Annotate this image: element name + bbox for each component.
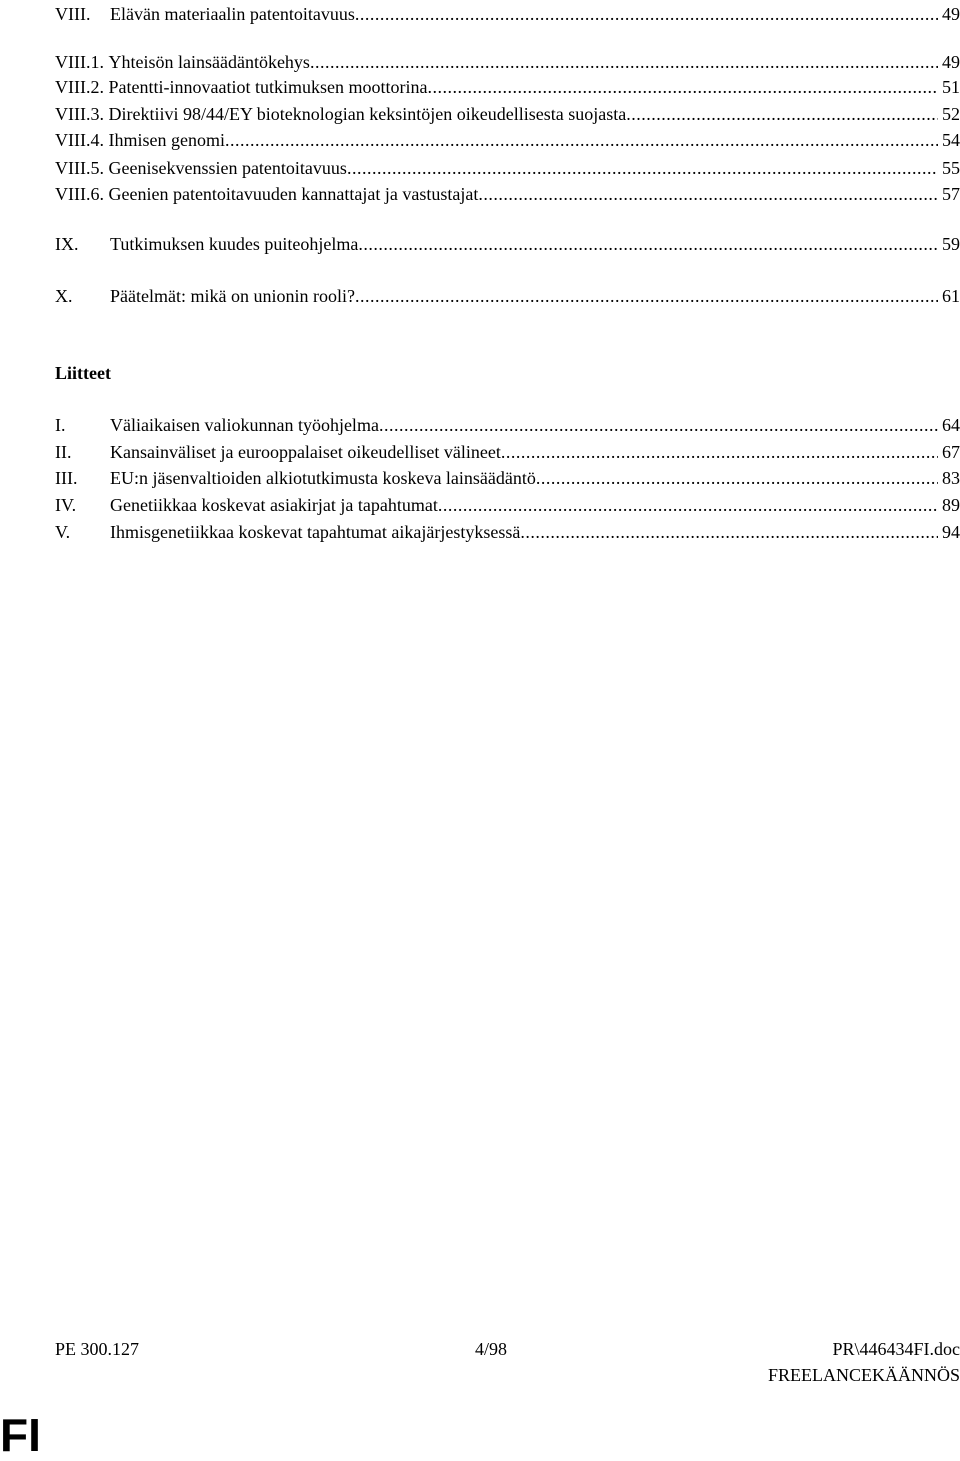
toc-entry-page: 61 <box>942 286 960 306</box>
toc-leader-dots <box>626 102 938 126</box>
toc-entry-page: 51 <box>942 77 960 97</box>
toc-entry-number: VIII.3. <box>55 104 104 124</box>
toc-entry-ix[interactable] <box>55 232 960 256</box>
toc-entry-title: Ihmisen genomi <box>108 130 225 150</box>
toc-entry-number: VIII.5. <box>55 158 104 178</box>
toc-entry-viii-5[interactable] <box>55 156 960 180</box>
toc-entry-viii-2[interactable] <box>55 75 960 99</box>
footer-page-number: 4/98 <box>475 1339 508 1359</box>
toc-entry-number: VIII.1. <box>55 52 104 72</box>
toc-entry-title: Elävän materiaalin patentoitavuus <box>110 4 355 24</box>
toc-entry-page: 54 <box>942 130 960 150</box>
toc-leader-dots <box>478 182 938 206</box>
toc-entry-viii-4[interactable] <box>55 128 960 152</box>
annex-entry-ii[interactable] <box>55 440 960 464</box>
annex-entry-page: 67 <box>942 442 960 462</box>
annex-entry-page: 89 <box>942 495 960 515</box>
toc-entry-number: VIII.2. <box>55 77 104 97</box>
toc-leader-dots <box>427 75 938 99</box>
toc-leader-dots <box>379 413 938 437</box>
toc-entry-viii-3[interactable] <box>55 102 960 126</box>
toc-leader-dots <box>355 284 938 308</box>
annex-entry-v[interactable] <box>55 520 960 544</box>
toc-leader-dots <box>347 156 938 180</box>
toc-leader-dots <box>536 466 938 490</box>
toc-leader-dots <box>355 2 938 26</box>
toc-entry-number: IX. <box>55 234 79 254</box>
footer-document-name: PR\446434FI.doc <box>832 1339 960 1359</box>
toc-leader-dots <box>225 128 938 152</box>
toc-entry-title: Tutkimuksen kuudes puiteohjelma <box>110 234 359 254</box>
toc-entry-title: Direktiivi 98/44/EY bioteknologian keksintöjen oikeudellisesta suojasta <box>108 104 627 124</box>
toc-entry-number: VIII.6. <box>55 184 104 204</box>
annex-entry-page: 83 <box>942 468 960 488</box>
annex-entry-number: II. <box>55 442 72 462</box>
annex-entry-iii[interactable] <box>55 466 960 490</box>
annex-entry-number: III. <box>55 468 78 488</box>
toc-entry-page: 52 <box>942 104 960 124</box>
toc-entry-title: Päätelmät: mikä on unionin rooli? <box>110 286 355 306</box>
toc-entry-viii-6[interactable] <box>55 182 960 206</box>
annex-entry-number: IV. <box>55 495 77 515</box>
toc-entry-number: VIII. <box>55 4 91 24</box>
footer-translation-service: FREELANCEKÄÄNNÖS <box>767 1365 960 1385</box>
toc-leader-dots <box>501 440 938 464</box>
annexes-heading: Liitteet <box>55 363 111 383</box>
toc-entry-title: Geenien patentoitavuuden kannattajat ja vastustajat <box>108 184 479 204</box>
toc-entry-viii[interactable] <box>55 2 960 26</box>
annex-entry-iv[interactable] <box>55 493 960 517</box>
toc-entry-number: X. <box>55 286 73 306</box>
toc-entry-title: Patentti-innovaatiot tutkimuksen moottorina <box>108 77 428 97</box>
footer-reference: PE 300.127 <box>55 1339 140 1359</box>
toc-entry-number: VIII.4. <box>55 130 104 150</box>
annex-entry-title: Väliaikaisen valiokunnan työohjelma <box>110 415 379 435</box>
annex-entry-number: V. <box>55 522 71 542</box>
toc-entry-page: 55 <box>942 158 960 178</box>
toc-entry-page: 49 <box>942 4 960 24</box>
annex-entry-i[interactable] <box>55 413 960 437</box>
toc-leader-dots <box>310 50 938 74</box>
annex-entry-title: Genetiikkaa koskevat asiakirjat ja tapahtumat <box>110 495 438 515</box>
toc-leader-dots <box>438 493 938 517</box>
annex-entry-title: Kansainväliset ja eurooppalaiset oikeudelliset välineet <box>110 442 501 462</box>
annex-entry-title: Ihmisgenetiikkaa koskevat tapahtumat aikajärjestyksessä <box>110 522 521 542</box>
toc-leader-dots <box>520 520 938 544</box>
annex-entry-page: 94 <box>942 522 960 542</box>
toc-entry-page: 57 <box>942 184 960 204</box>
toc-entry-page: 59 <box>942 234 960 254</box>
toc-leader-dots <box>358 232 938 256</box>
annex-entry-page: 64 <box>942 415 960 435</box>
toc-entry-title: Yhteisön lainsäädäntökehys <box>108 52 310 72</box>
toc-entry-page: 49 <box>942 52 960 72</box>
toc-entry-x[interactable] <box>55 284 960 308</box>
toc-entry-title: Geenisekvenssien patentoitavuus <box>108 158 347 178</box>
footer-language-code: FI <box>0 1409 41 1461</box>
toc-entry-viii-1[interactable] <box>55 50 960 74</box>
annex-entry-title: EU:n jäsenvaltioiden alkiotutkimusta koskeva lainsäädäntö <box>110 468 536 488</box>
annex-entry-number: I. <box>55 415 66 435</box>
